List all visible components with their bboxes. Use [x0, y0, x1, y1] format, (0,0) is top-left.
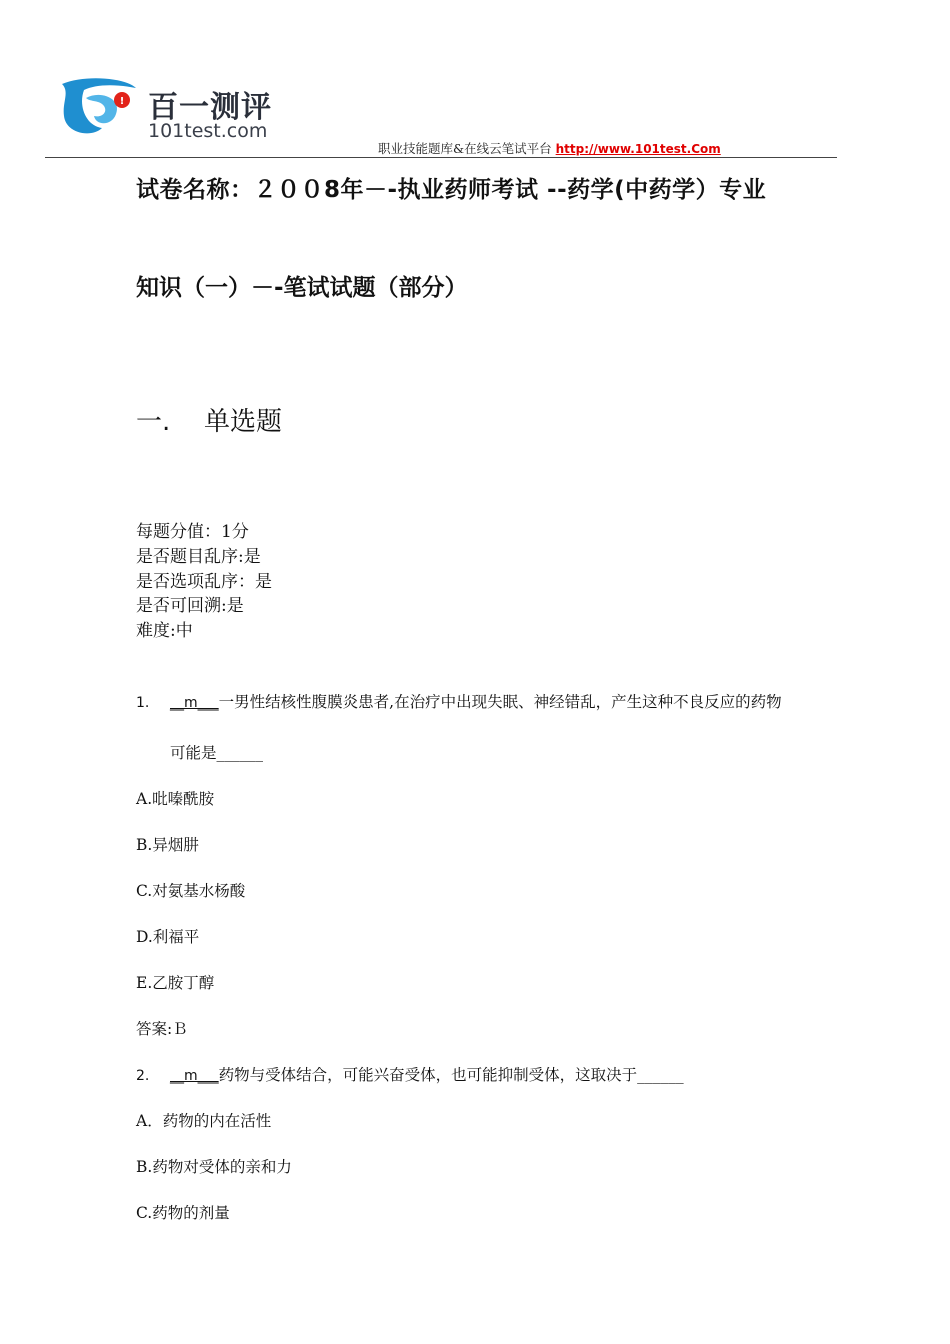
site-link[interactable]: http://www.101test.Com [555, 142, 721, 156]
header-divider [45, 157, 837, 158]
question-1-answer: 答案:Ｂ [136, 1020, 188, 1038]
section-heading [136, 401, 282, 438]
svg-text:!: ! [119, 96, 125, 107]
meta-can-review: 是否可回溯:是 [136, 596, 244, 617]
question-number: 2. [136, 1068, 150, 1084]
option-e[interactable]: E.乙胺丁醇 [136, 974, 215, 992]
logo-chinese-name: 百一测评 [148, 90, 272, 125]
option-a[interactable]: A．药物的内在活性 [136, 1112, 272, 1130]
option-b[interactable]: B.药物对受体的亲和力 [136, 1158, 292, 1176]
question-number: 1. [136, 695, 150, 711]
option-c[interactable]: C.对氨基水杨酸 [136, 882, 246, 900]
question-prefix: __m___ [170, 1068, 219, 1084]
option-a[interactable]: A.吡嗪酰胺 [136, 790, 215, 808]
tagline-text: 职业技能题库&在线云笔试平台 [378, 141, 552, 156]
section-number: 一. [136, 407, 171, 437]
meta-shuffle-questions: 是否题目乱序:是 [136, 546, 261, 567]
option-b[interactable]: B.异烟肼 [136, 836, 199, 854]
meta-shuffle-options: 是否选项乱序：是 [136, 571, 272, 592]
meta-score: 每题分值：1分 [136, 522, 249, 542]
paper-title-line1: 试卷名称：２００8年－-执业药师考试 --药学(中药学）专业 [136, 177, 767, 203]
question-1-stem-cont: 可能是______ [170, 744, 264, 762]
question-prefix: __m___ [170, 695, 219, 711]
question-text: 一男性结核性腹膜炎患者,在治疗中出现失眠、神经错乱，产生这种不良反应的药物 [218, 693, 782, 711]
question-2-stem [136, 1063, 684, 1085]
logo-domain: 101test.com [148, 120, 268, 142]
question-meta [136, 520, 272, 644]
meta-difficulty: 难度:中 [136, 621, 193, 642]
paper-title-line2: 知识（一）－-笔试试题（部分） [136, 275, 468, 301]
question-text: 药物与受体结合，可能兴奋受体，也可能抑制受体，这取决于______ [218, 1066, 684, 1084]
header-tagline [378, 139, 721, 157]
question-1-stem [136, 690, 782, 712]
logo-swirl-icon [56, 76, 140, 144]
brand-logo [56, 76, 296, 148]
option-c[interactable]: C.药物的剂量 [136, 1204, 230, 1222]
section-label: 单选题 [204, 407, 283, 437]
option-d[interactable]: D.利福平 [136, 928, 200, 946]
